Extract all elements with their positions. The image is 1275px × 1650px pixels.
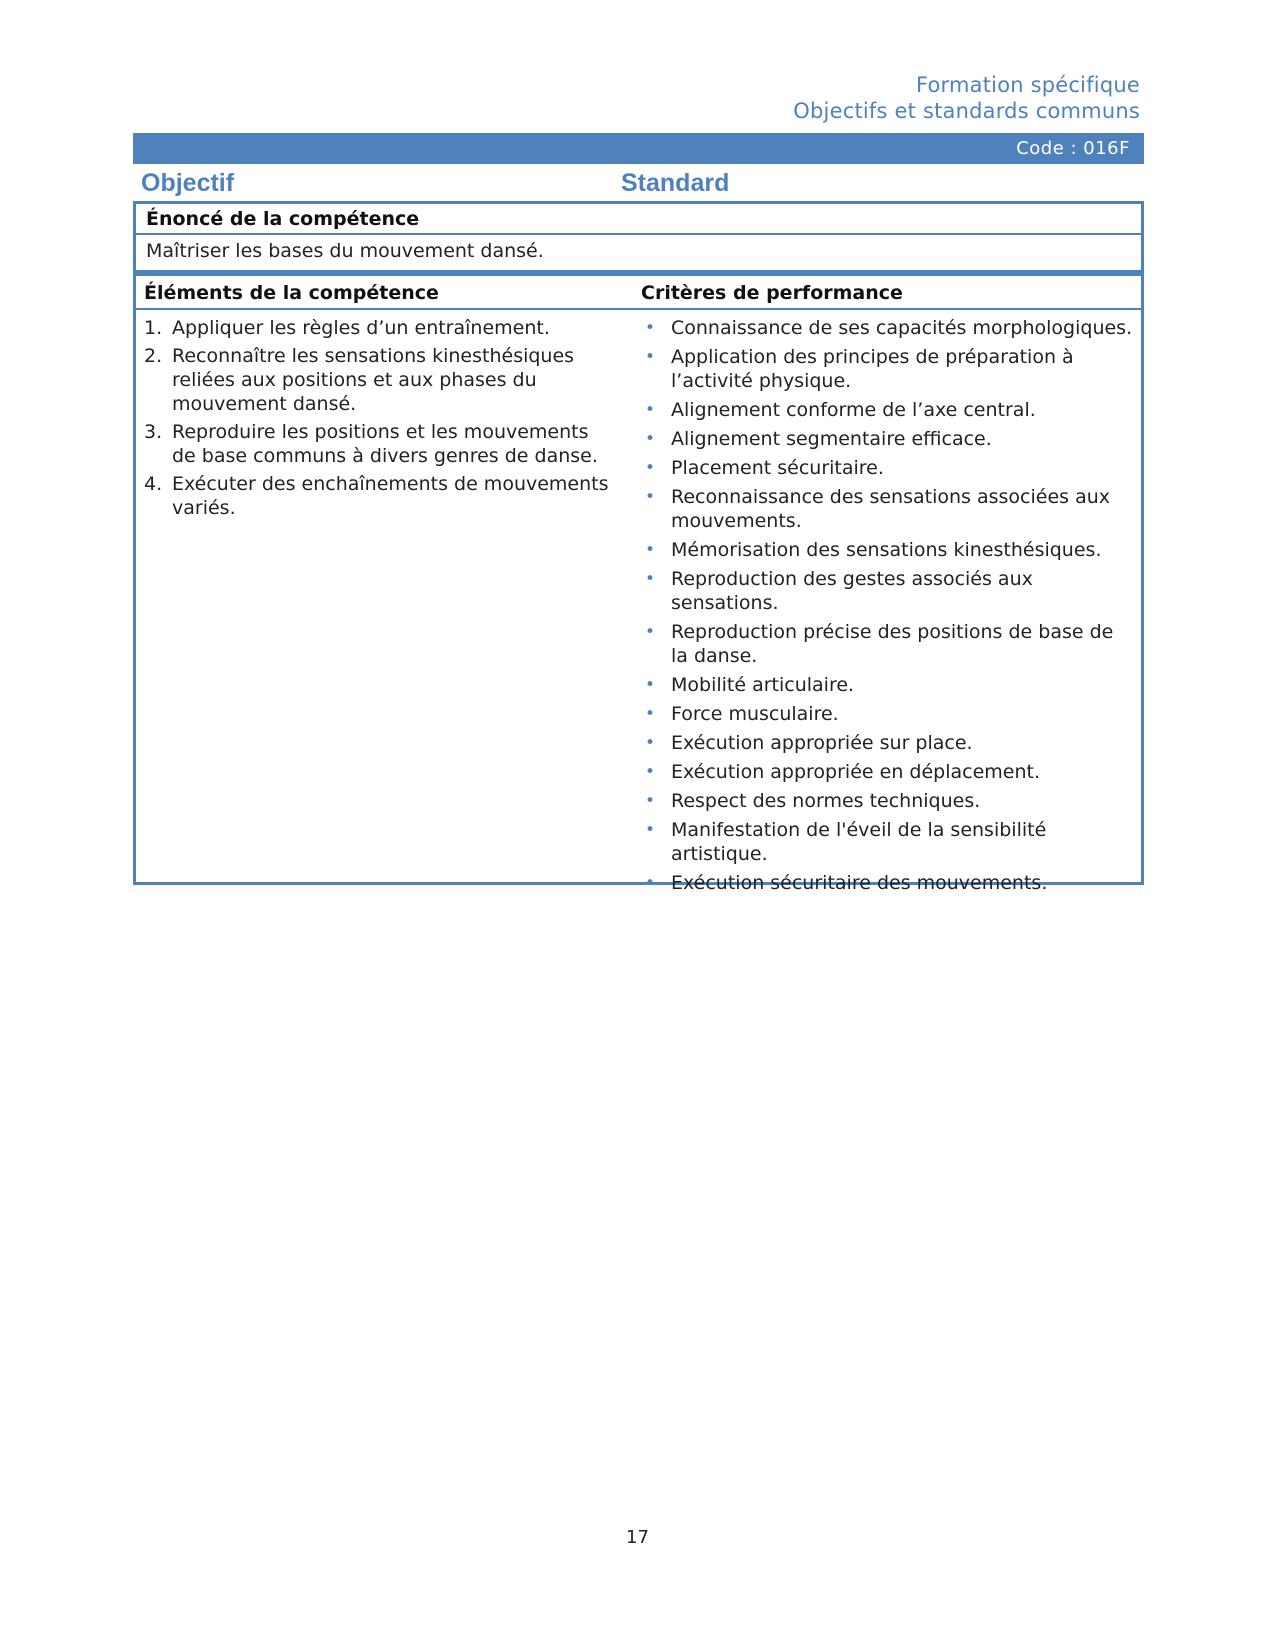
criteria-text: Force musculaire. (671, 703, 839, 725)
criteria-text: Mémorisation des sensations kinesthésiques. (671, 539, 1102, 561)
element-item (144, 344, 614, 416)
header-subtitle: Objectifs et standards communs (793, 99, 1140, 123)
elements-criteria-box (133, 273, 1144, 894)
bullet-icon: • (645, 569, 656, 589)
elements-heading: Éléments de la compétence (144, 282, 439, 304)
criteria-item (641, 620, 1136, 668)
criteria-text: Placement sécuritaire. (671, 457, 884, 479)
criteria-text: Reproduction des gestes associés aux sensations. (671, 568, 1033, 614)
competence-box (133, 201, 1144, 273)
criteria-text: Manifestation de l'éveil de la sensibilité artistique. (671, 819, 1047, 865)
criteria-item (641, 485, 1136, 533)
bullet-icon: • (645, 762, 656, 782)
element-number: 2. (144, 345, 163, 367)
criteria-text: Mobilité articulaire. (671, 674, 855, 696)
bullet-icon: • (645, 622, 656, 642)
criteria-text: Exécution sécuritaire des mouvements. (671, 872, 1048, 894)
element-text: Appliquer les règles d’un entraînement. (172, 317, 550, 339)
criteria-text: Connaissance de ses capacités morphologiques. (671, 317, 1133, 339)
bullet-icon: • (645, 429, 656, 449)
criteria-item (641, 316, 1136, 340)
criteria-item (641, 760, 1136, 784)
element-item (144, 316, 614, 340)
bullet-icon: • (645, 400, 656, 420)
bullet-icon: • (645, 675, 656, 695)
element-number: 4. (144, 473, 163, 495)
element-number: 3. (144, 421, 163, 443)
criteria-item (641, 871, 1136, 895)
criteria-text: Reconnaissance des sensations associées aux mouvements. (671, 486, 1111, 532)
criteria-item (641, 702, 1136, 726)
element-text: Reproduire les positions et les mouvements de base communs à divers genres de danse. (172, 421, 598, 467)
criteria-text: Alignement conforme de l’axe central. (671, 399, 1036, 421)
document-header (793, 72, 1140, 124)
elements-list (144, 316, 614, 524)
criteria-item (641, 398, 1136, 422)
bullet-icon: • (645, 487, 656, 507)
bullet-icon: • (645, 820, 656, 840)
criteria-item (641, 818, 1136, 866)
element-item (144, 472, 614, 520)
criteria-item (641, 673, 1136, 697)
objectif-title: Objectif (141, 169, 235, 197)
element-number: 1. (144, 317, 163, 339)
header-title: Formation spécifique (915, 73, 1140, 97)
criteria-item (641, 427, 1136, 451)
bullet-icon: • (645, 791, 656, 811)
criteria-text: Alignement segmentaire efficace. (671, 428, 992, 450)
competence-text: Maîtriser les bases du mouvement dansé. (146, 240, 544, 262)
criteria-item (641, 345, 1136, 393)
bullet-icon: • (645, 873, 656, 893)
bullet-icon: • (645, 318, 656, 338)
standard-title: Standard (621, 169, 730, 197)
element-text: Reconnaître les sensations kinesthésiques reliées aux positions et aux phases du mouvement dansé. (172, 345, 575, 415)
criteria-item (641, 789, 1136, 813)
column-titles (133, 165, 1144, 201)
bullet-icon: • (645, 458, 656, 478)
criteria-item (641, 731, 1136, 755)
criteria-text: Respect des normes techniques. (671, 790, 981, 812)
criteria-item (641, 567, 1136, 615)
bullet-icon: • (645, 704, 656, 724)
criteria-text: Exécution appropriée en déplacement. (671, 761, 1040, 783)
criteria-heading: Critères de performance (641, 282, 903, 304)
competence-heading: Énoncé de la compétence (136, 204, 1141, 235)
criteria-item (641, 538, 1136, 562)
element-text: Exécuter des enchaînements de mouvements variés. (172, 473, 609, 519)
code-label: Code : 016F (1016, 138, 1130, 159)
element-item (144, 420, 614, 468)
criteria-text: Exécution appropriée sur place. (671, 732, 973, 754)
bullet-icon: • (645, 347, 656, 367)
criteria-text: Application des principes de préparation à l’activité physique. (671, 346, 1074, 392)
code-bar (133, 133, 1144, 164)
elements-criteria-headings (136, 276, 1141, 310)
criteria-list (641, 316, 1136, 900)
criteria-text: Reproduction précise des positions de base de la danse. (671, 621, 1114, 667)
bullet-icon: • (645, 540, 656, 560)
criteria-item (641, 456, 1136, 480)
page-number: 17 (626, 1527, 649, 1548)
bullet-icon: • (645, 733, 656, 753)
